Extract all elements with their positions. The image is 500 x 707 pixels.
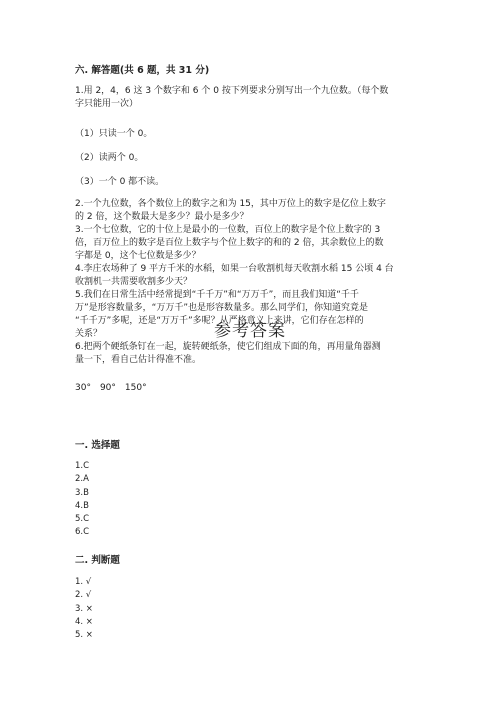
question-1-line-1: 1.用 2，4，6 这 3 个数字和 6 个 0 按下列要求分别写出一个九位数。（每个数 [75,86,389,96]
question-line: 关系？ [75,329,103,339]
question-line: 的 2 倍，这个数最大是多少？最小是多少？ [75,212,249,222]
question-1-part-3: （3）一个 0 都不读。 [75,177,165,187]
judge-answer-list [75,576,93,642]
question-line: “千千万”多呢，还是“万万千”多呢？从严格意义上来讲，它们存在怎样的 [75,316,364,326]
choice-answer-list [75,460,89,540]
question-line: 收割机一共需要收割多少天？ [75,277,193,287]
question-line: 4.李庄农场种了 9 平方千米的水稻，如果一台收割机每天收割水稻 15 公顷 4 台 [75,264,394,274]
question-line: 量一下，看自己估计得准不准。 [75,355,202,365]
list-item: 4. × [75,616,93,627]
list-item: 3. × [75,603,93,614]
section-title-solve: 六. 解答题(共 6 题，共 31 分) [75,65,210,76]
question-line: 5.我们在日常生活中经常提到“千千万”和“万万千”，而且我们知道“千千 [75,290,359,300]
angle-values: 30° 90° 150° [75,383,147,393]
list-item: 3.B [75,487,89,498]
question-1-part-1: （1）只读一个 0。 [75,129,153,139]
list-item: 2. √ [75,590,92,601]
question-line: 字都是 0，这个七位数是多少？ [75,251,201,261]
list-item: 6.C [75,527,90,538]
choice-section-title: 一. 选择题 [75,440,120,451]
list-item: 4.B [75,500,89,511]
question-1-line-2: 字只能用一次） [75,99,139,109]
question-1-part-2: （2）读两个 0。 [75,153,144,163]
question-line: 6.把两个硬纸条钉在一起，旋转硬纸条，使它们组成下面的角，再用量角器测 [75,342,381,352]
questions-2-to-6 [75,198,435,367]
list-item: 5. × [75,630,93,641]
question-line: 3.一个七位数，它的十位上是最小的一位数，百位上的数字是个位上数字的 3 [75,225,381,235]
question-line: 倍，百万位上的数字是百位上数字与个位上数字的和的 2 倍，其余数位上的数 [75,238,384,248]
answer-key-title: 参考答案 [214,321,286,341]
question-line: 万”是形容数量多，“万万千”也是形容数量多。那么同学们，你知道究竟是 [75,303,368,313]
list-item: 5.C [75,514,90,525]
question-1 [75,85,435,111]
list-item: 1.C [75,461,90,471]
list-item: 2.A [75,474,89,485]
list-item: 1. √ [75,577,92,587]
judge-section-title: 二. 判断题 [75,555,120,566]
question-line: 2.一个九位数，各个数位上的数字之和为 15，其中万位上的数字是亿位上数字 [75,199,386,209]
